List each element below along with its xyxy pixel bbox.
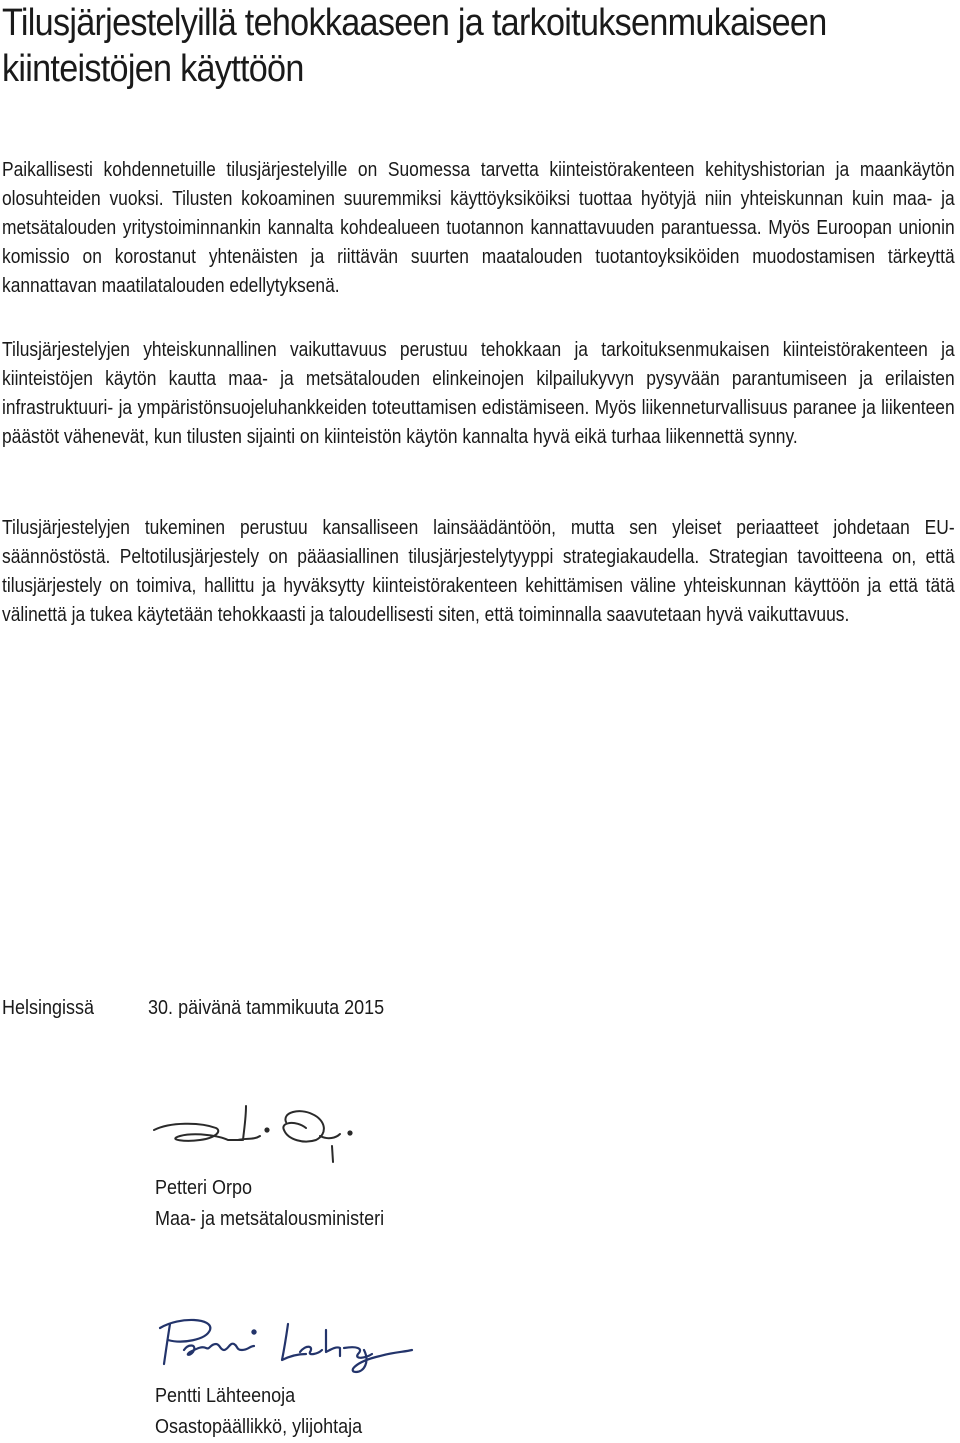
signing-date: 30. päivänä tammikuuta 2015: [148, 997, 385, 1019]
place-and-date: [2, 994, 384, 1022]
signatory-name: Petteri Orpo: [155, 1177, 253, 1199]
signatory-title: Osastopäällikkö, ylijohtaja: [155, 1416, 363, 1438]
signatory-title: Maa- ja metsätalousministeri: [155, 1208, 385, 1230]
signature-orpo: [150, 1100, 370, 1172]
body-paragraph: Tilusjärjestelyjen tukeminen perustuu kansalliseen lainsäädäntöön, mutta sen yleiset periaatteet johdetaan EU-säännöstöstä. Peltotilusjärjestely on pääasiallinen tilusjärjestelytyyppi strategiakaudella. Strategian tavoitteena on, että tilusjärjestely on toimiva, hallittu ja hyväksytty kiinteistörakenteen kehittämisen väline yhteiskunnan käyttöön ja että tätä välinettä ja tukea käytetään tehokkaasti ja taloudellisesti siten, että toiminnalla saavutetaan hyvä vaikuttavuus.: [2, 517, 955, 626]
signatory-block: [155, 1173, 384, 1235]
signatory-name: Pentti Lähteenoja: [155, 1385, 296, 1407]
document-title: Tilusjärjestelyillä tehokkaaseen ja tarkoituksenmukaiseen kiinteistöjen käyttöön: [2, 2, 827, 90]
signing-place: Helsingissä: [2, 997, 95, 1019]
signature-lahteenoja: [150, 1310, 420, 1380]
body-paragraph: Tilusjärjestelyjen yhteiskunnallinen vaikuttavuus perustuu tehokkaan ja tarkoituksenmukaisen kiinteistörakenteen ja kiinteistöjen käytön kautta maa- ja metsätalouden elinkeinojen kilpailukyvyn pysyvään parantumiseen ja erilaisten infrastruktuuri- ja ympäristönsuojeluhankkeiden toteuttamisen edistämiseen. Myös liikenneturvallisuus paranee ja liikenteen päästöt vähenevät, kun tilusten sijainti on kiinteistön käytön kannalta hyvä eikä turhaa liikennettä synny.: [2, 339, 955, 448]
signatory-block: [155, 1381, 362, 1443]
body-paragraph: Paikallisesti kohdennetuille tilusjärjestelyille on Suomessa tarvetta kiinteistörakenteen kehityshistorian ja maankäytön olosuhteiden vuoksi. Tilusten kokoaminen suuremmiksi käyttöyksiköiksi tuottaa hyötyjä niin yhteiskunnan kuin maa- ja metsätalouden yritystoiminnankin kannalta kohdealueen tuotannon kannattavuuden parantuessa. Myös Euroopan unionin komissio on korostanut yhtenäisten ja riittävän suurten maatalouden tuotantoyksiköiden muodostamisen tärkeyttä kannattavan maatilatalouden edellytyksenä.: [2, 159, 955, 297]
